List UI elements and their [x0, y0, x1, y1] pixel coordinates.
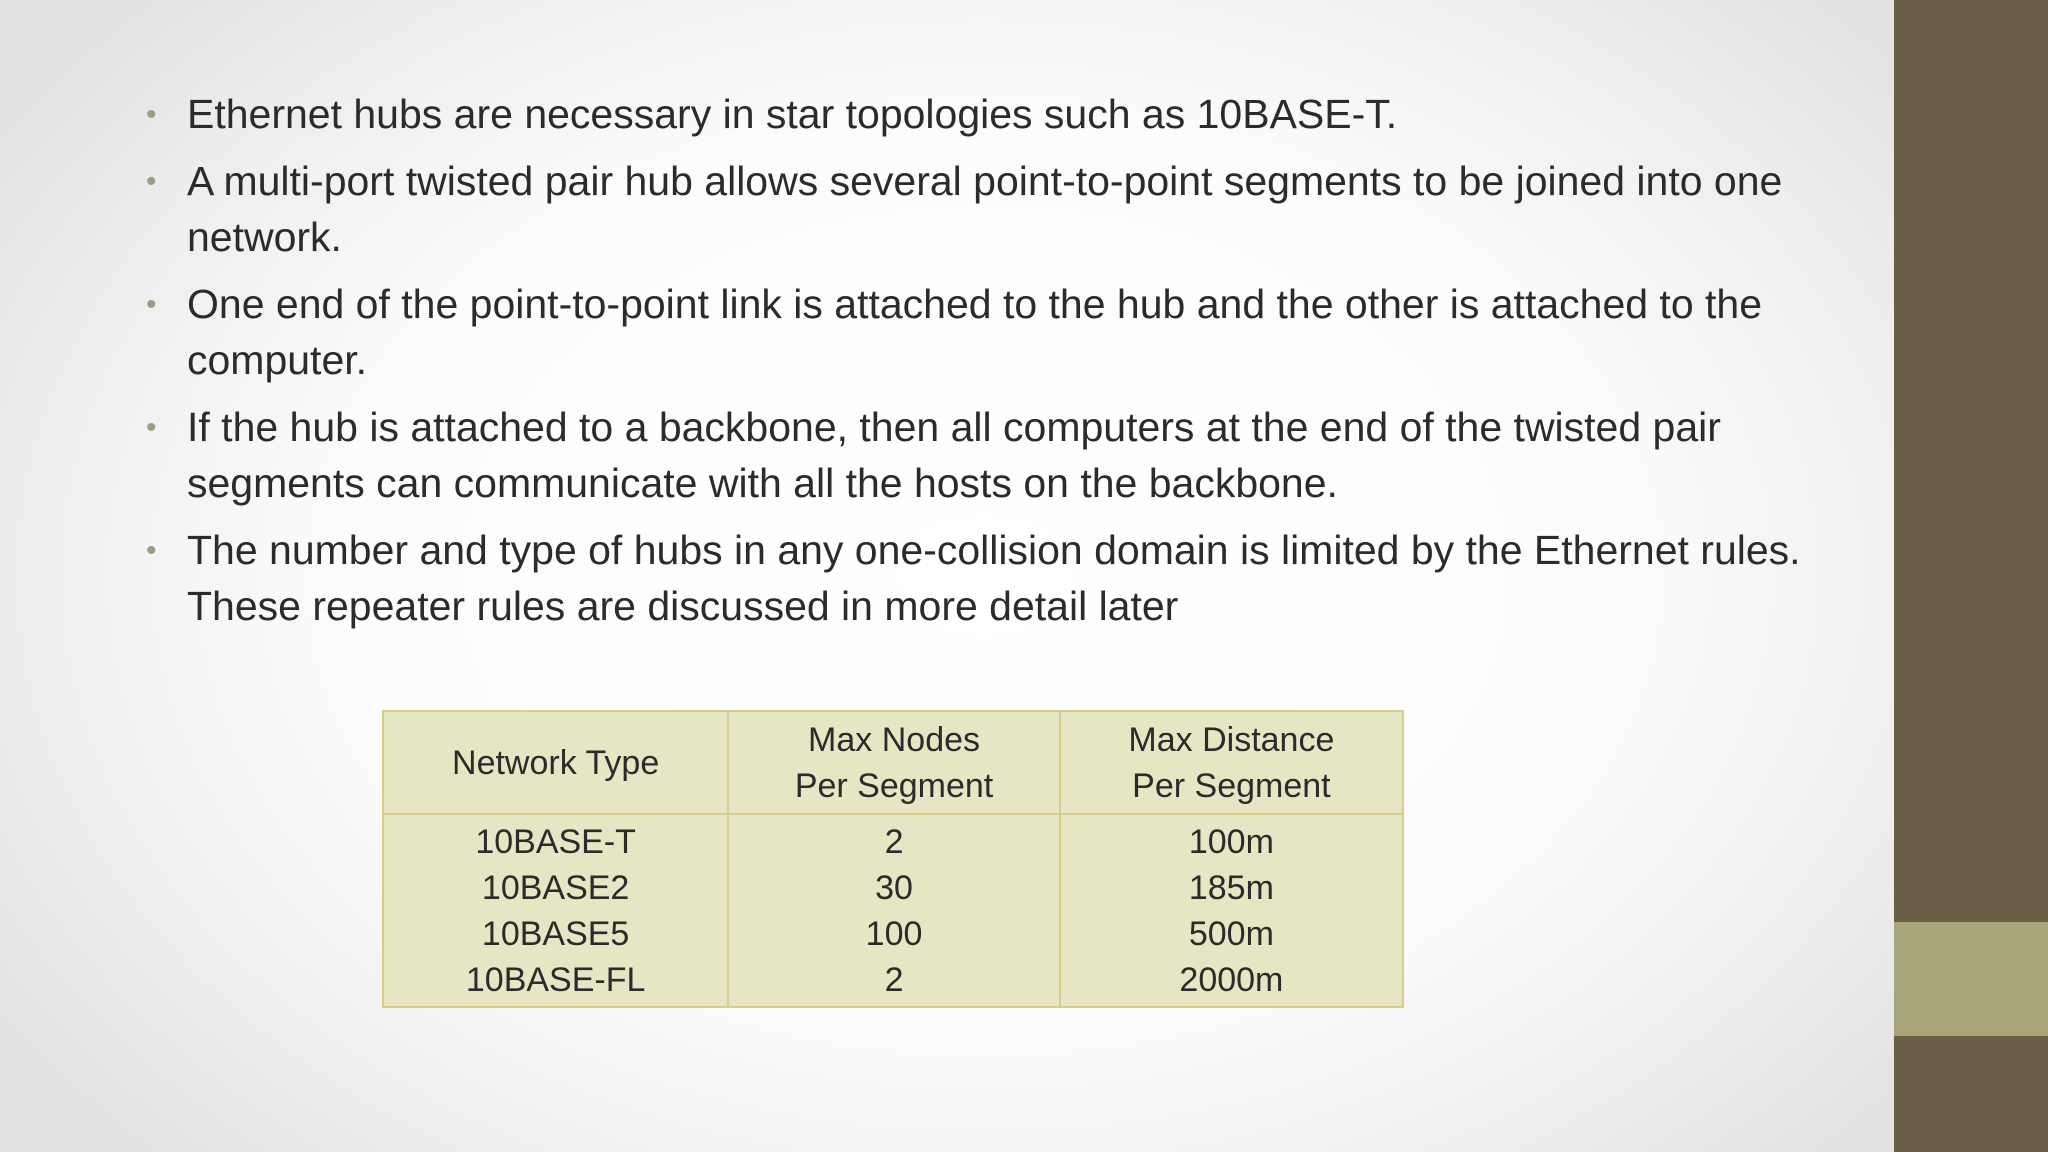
bullet-text: One end of the point-to-point link is attached to the hub and the other is attached to the computer.: [187, 281, 1763, 383]
header-max-nodes: [728, 712, 1060, 814]
bullet-item: [146, 399, 1816, 511]
table-cell-value: 2000m: [1179, 961, 1284, 999]
table-cell-value: 2: [884, 823, 904, 861]
table-cell-value: 2: [884, 961, 904, 999]
table-cell-value: 10BASE2: [481, 869, 630, 907]
table-cell-value: 185m: [1188, 869, 1274, 907]
bullet-dot-icon: •: [146, 411, 157, 444]
header-line: Per Segment: [1132, 766, 1331, 805]
bullet-list: [146, 86, 1816, 645]
max-distance-cell: [1060, 814, 1402, 1007]
right-accent-block: [1894, 922, 2048, 1036]
bullet-item: [146, 522, 1816, 634]
bullet-text: If the hub is attached to a backbone, then all computers at the end of the twisted pair segments can communicate with all the hosts on the backbone.: [187, 404, 1721, 506]
table-body-row: [384, 814, 1402, 1007]
bullet-dot-icon: •: [146, 534, 157, 567]
table-grid: [384, 712, 1402, 1007]
table-cell-value: 10BASE-FL: [465, 961, 646, 999]
bullet-dot-icon: •: [146, 98, 157, 131]
header-line: Max Distance: [1128, 720, 1335, 759]
table-cell-value: 30: [875, 869, 913, 907]
table-header-row: [384, 712, 1402, 814]
bullet-text: The number and type of hubs in any one-collision domain is limited by the Ethernet rules. These repeater rules are discussed in more detail later: [187, 527, 1801, 629]
network-type-cell: [384, 814, 728, 1007]
bullet-text: A multi-port twisted pair hub allows several point-to-point segments to be joined into one network.: [187, 158, 1783, 260]
bullet-item: [146, 153, 1816, 265]
header-line: Network Type: [452, 743, 660, 782]
table-cell-value: 100: [865, 915, 923, 953]
header-max-distance: [1060, 712, 1402, 814]
table-cell-value: 500m: [1188, 915, 1274, 953]
bullet-item: [146, 276, 1816, 388]
table-cell-value: 100m: [1188, 823, 1274, 861]
table-cell-value: 10BASE5: [481, 915, 630, 953]
bullet-dot-icon: •: [146, 165, 157, 198]
header-line: Per Segment: [794, 766, 994, 805]
header-network-type: [384, 712, 728, 814]
table-cell-value: 10BASE-T: [475, 823, 636, 861]
header-line: Max Nodes: [808, 720, 981, 759]
bullet-dot-icon: •: [146, 288, 157, 321]
network-limits-table: [382, 710, 1404, 1008]
bullet-item: [146, 86, 1816, 142]
bullet-text: Ethernet hubs are necessary in star topologies such as 10BASE-T.: [187, 91, 1398, 137]
max-nodes-cell: [728, 814, 1060, 1007]
